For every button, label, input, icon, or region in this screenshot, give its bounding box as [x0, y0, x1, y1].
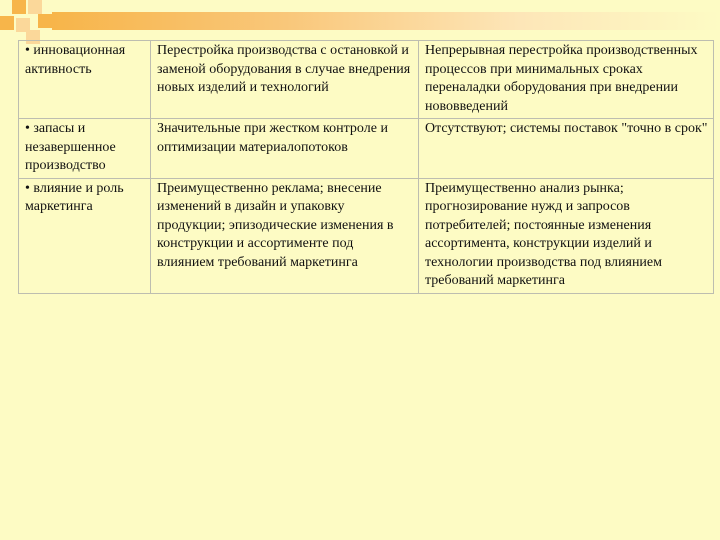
table-row: [19, 41, 714, 119]
modern-cell: Отсутствуют; системы поставок "точно в срок": [419, 119, 714, 179]
decor-square: [12, 0, 26, 14]
traditional-cell: Преимущественно реклама; внесение изменений в дизайн и упаковку продукции; эпизодические изменения в конструкции и ассортименте под влиянием требований маркетинга: [151, 178, 419, 293]
table-row: [19, 119, 714, 179]
aspect-cell: • влияние и роль маркетинга: [19, 178, 151, 293]
modern-cell: Преимущественно анализ рынка; прогнозирование нужд и запросов потребителей; постоянные изменения ассортимента, конструкции изделий и технологии производства под влиянием требований маркетинга: [419, 178, 714, 293]
decor-square: [0, 16, 14, 30]
modern-cell: Непрерывная перестройка производственных процессов при минимальных сроках переналадки оборудования при внедрении нововведений: [419, 41, 714, 119]
comparison-table: [18, 40, 714, 294]
traditional-cell: Перестройка производства с остановкой и заменой оборудования в случае внедрения новых изделий и технологий: [151, 41, 419, 119]
aspect-cell: • инновационная активность: [19, 41, 151, 119]
decor-square: [38, 14, 52, 28]
traditional-cell: Значительные при жестком контроле и оптимизации материалопотоков: [151, 119, 419, 179]
table-row: [19, 178, 714, 293]
title-accent-bar: [52, 12, 720, 30]
aspect-cell: • запасы и незавершенное производство: [19, 119, 151, 179]
decor-square: [28, 0, 42, 14]
